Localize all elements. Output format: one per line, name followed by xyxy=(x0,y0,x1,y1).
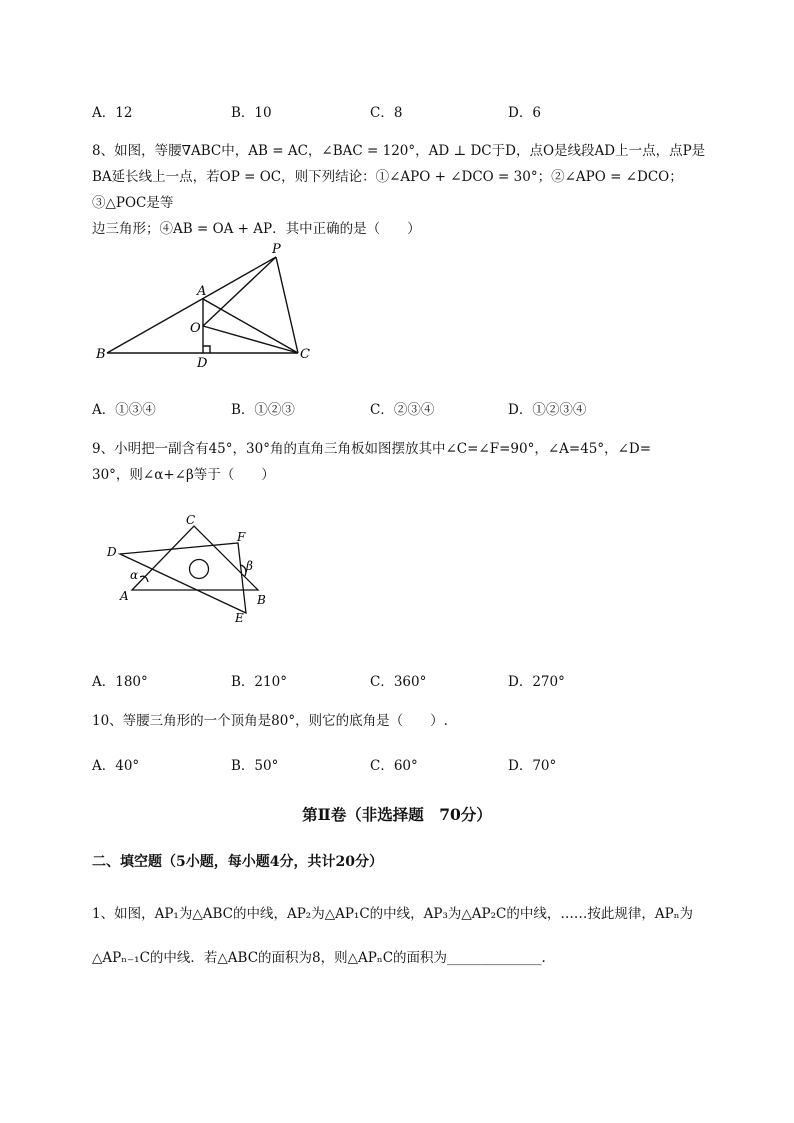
q9-label-beta: β xyxy=(246,559,253,573)
q8-option-b: B．①②③ xyxy=(231,402,295,418)
q7-option-b: B．10 xyxy=(231,105,272,121)
q9-figure xyxy=(100,512,280,630)
fill-question-1-line-2 xyxy=(92,946,732,966)
q8-option-c: C．②③④ xyxy=(370,402,435,418)
fill-question-1-end: . xyxy=(541,950,546,966)
q8-options xyxy=(92,398,712,418)
q8-label-c: C xyxy=(300,347,310,362)
q9-question xyxy=(92,436,732,488)
q8-line-1: 8、如图，等腰∇ABC中，AB = AC，∠BAC = 120°，AD ⊥ DC于D，点O是线段AD上一点，点P是 xyxy=(92,143,706,159)
q8-label-a: A xyxy=(197,284,207,299)
q8-label-b: B xyxy=(96,347,106,362)
q9-label-alpha: α xyxy=(130,568,139,582)
q8-line-2: BA延长线上一点，若OP = OC，则下列结论：①∠APO + ∠DCO = 30°；②∠APO = ∠DCO；③△POC是等 xyxy=(92,169,683,211)
section-title: 第Ⅱ卷（非选择题 70分） xyxy=(302,805,492,824)
q9-label-b: B xyxy=(257,593,266,607)
section-subtitle: 二、填空题（5小题，每小题4分，共计20分） xyxy=(92,854,383,870)
q10-options xyxy=(92,754,712,774)
fill-question-1-text: △APₙ₋₁C的中线．若△ABC的面积为8，则△APₙC的面积为 xyxy=(92,950,448,966)
q9-label-c: C xyxy=(186,513,196,527)
q9-label-f: F xyxy=(237,530,246,544)
q10-question xyxy=(92,708,732,734)
q9-option-d: D．270° xyxy=(508,674,565,690)
q8-label-o: O xyxy=(190,321,201,336)
q10-option-d: D．70° xyxy=(508,758,557,774)
q7-option-d: D．6 xyxy=(508,105,541,121)
q9-line-1: 9、小明把一副含有45°，30°角的直角三角板如图摆放其中∠C=∠F=90°，∠A=45°，∠D= xyxy=(92,441,652,457)
q8-option-a: A．①③④ xyxy=(92,402,156,418)
answer-blank[interactable]: ______________ xyxy=(447,950,542,966)
q10-option-c: C．60° xyxy=(370,758,418,774)
q9-label-e: E xyxy=(235,611,244,625)
q9-label-d: D xyxy=(107,545,117,559)
fill-question-1-line-1: 1、如图，AP₁为△ABC的中线，AP₂为△AP₁C的中线，AP₃为△AP₂C的中线，……按此规律，APₙ为 xyxy=(92,906,694,922)
q9-option-a: A．180° xyxy=(92,674,148,690)
q9-line-2: 30°，则∠α+∠β等于（ ） xyxy=(92,467,275,483)
q7-option-c: C．8 xyxy=(370,105,403,121)
q10-text: 10、等腰三角形的一个顶角是80°，则它的底角是（ ）. xyxy=(92,713,448,729)
q8-label-d: D xyxy=(197,356,208,371)
q9-label-a: A xyxy=(120,589,129,603)
q7-option-a: A．12 xyxy=(92,105,133,121)
q9-option-c: C．360° xyxy=(370,674,427,690)
q10-option-b: B．50° xyxy=(231,758,279,774)
q8-label-p: P xyxy=(272,242,281,257)
q8-question xyxy=(92,138,732,242)
q10-option-a: A．40° xyxy=(92,758,140,774)
q8-option-d: D．①②③④ xyxy=(508,402,587,418)
q9-option-b: B．210° xyxy=(231,674,287,690)
q8-line-3: 边三角形；④AB = OA + AP．其中正确的是（ ） xyxy=(92,221,421,237)
q8-figure xyxy=(90,238,330,373)
q7-options xyxy=(92,101,712,121)
q9-options xyxy=(92,670,712,690)
